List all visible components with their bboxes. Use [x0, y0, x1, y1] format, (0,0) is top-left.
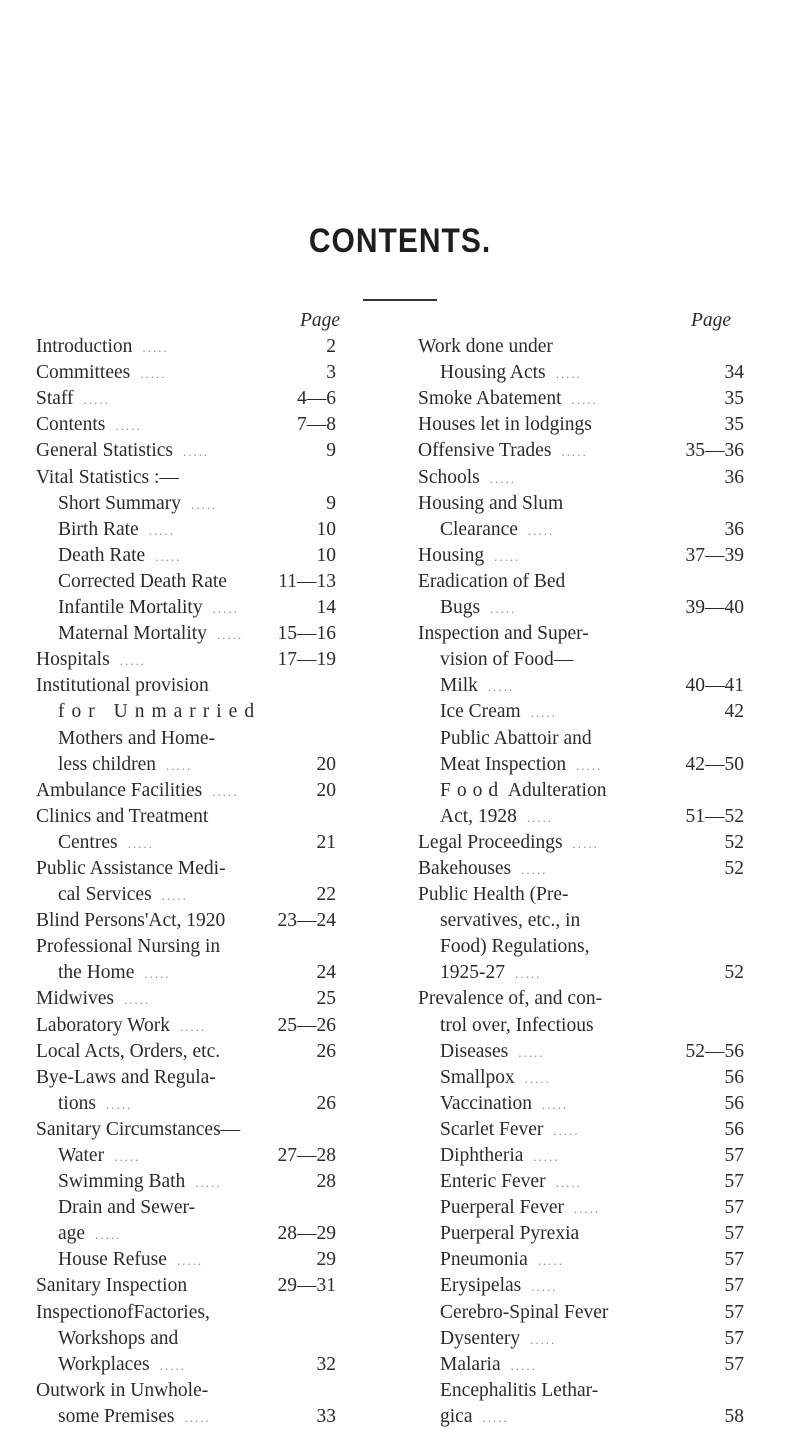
contents-entry [36, 1326, 394, 1352]
contents-entry [36, 856, 394, 882]
contents-entry [418, 856, 744, 882]
dot-leader: ..... [542, 1096, 569, 1112]
entry-label: Pneumonia ..... [440, 1249, 564, 1271]
entry-page-number: 35 [724, 388, 744, 410]
dot-leader: ..... [144, 966, 171, 982]
entry-page-number: 29—31 [277, 1275, 336, 1297]
entry-page-number: 25—26 [277, 1014, 336, 1036]
contents-column-left [36, 308, 394, 1430]
contents-entry [418, 491, 744, 517]
entry-page-number: 10 [316, 518, 336, 540]
dot-leader: ..... [159, 1357, 186, 1373]
entry-label: Inspection and Super- [418, 623, 589, 645]
dot-leader: ..... [526, 809, 554, 825]
page-column-heading-row [36, 308, 394, 334]
entry-label: House Refuse ..... [58, 1249, 204, 1271]
dot-leader: ..... [166, 757, 193, 773]
contents-entry [418, 1013, 744, 1039]
entry-label: Diseases ..... [440, 1040, 545, 1062]
entry-label: Erysipelas ..... [440, 1275, 558, 1297]
contents-entry [36, 1378, 394, 1404]
entry-label: Sanitary Inspection [36, 1275, 188, 1297]
dot-leader: ..... [571, 392, 598, 408]
contents-entry [36, 960, 394, 986]
dot-leader: ..... [190, 496, 218, 512]
entry-label: Staff ..... [36, 388, 110, 410]
entry-page-number: 9 [326, 440, 336, 462]
entry-label: Midwives ..... [36, 988, 151, 1010]
contents-entry [418, 1117, 744, 1143]
entry-label: Dysentery ..... [440, 1327, 557, 1349]
contents-entry [418, 412, 744, 438]
page-column-heading-row [418, 308, 744, 334]
contents-entry [418, 1143, 744, 1169]
entry-label: Scarlet Fever ..... [440, 1118, 580, 1140]
contents-entry [36, 1091, 394, 1117]
dot-leader: ..... [119, 653, 146, 669]
entry-page-number: 23—24 [277, 910, 336, 932]
dot-leader: ..... [530, 705, 557, 721]
contents-entry [418, 1326, 744, 1352]
contents-entry [418, 1378, 744, 1404]
dot-leader: ..... [105, 1096, 133, 1112]
entry-label: less children ..... [58, 753, 193, 775]
contents-entry [36, 986, 394, 1012]
contents-entry [418, 882, 744, 908]
entry-page-number: 22 [316, 884, 336, 906]
contents-entry [36, 412, 394, 438]
entry-label: Houses let in lodgings [418, 414, 592, 436]
dot-leader: ..... [576, 757, 603, 773]
dot-leader: ..... [161, 888, 188, 904]
dot-leader: ..... [553, 1122, 580, 1138]
entry-label: servatives, etc., in [440, 910, 581, 932]
entry-page-number: 17—19 [277, 649, 336, 671]
dot-leader: ..... [555, 1175, 582, 1191]
entry-label: for Unmarried [58, 701, 262, 723]
contents-entry [418, 438, 744, 464]
contents-entry [418, 1221, 744, 1247]
entry-label: Act, 1928 ..... [440, 805, 554, 827]
entry-label: Sanitary Circumstances— [36, 1118, 241, 1140]
contents-entry [36, 882, 394, 908]
entry-page-number: 26 [316, 1092, 336, 1114]
contents-entry [418, 1039, 744, 1065]
page-column-heading: Page [691, 310, 732, 331]
entry-label: Housing Acts ..... [440, 362, 582, 384]
entry-page-number: 32 [316, 1353, 336, 1375]
entry-page-number: 20 [316, 753, 336, 775]
entry-label: Bye-Laws and Regula- [36, 1066, 216, 1088]
contents-entry [418, 647, 744, 673]
entry-page-number: 57 [724, 1223, 744, 1245]
entry-page-number: 37—39 [685, 544, 744, 566]
dot-leader: ..... [95, 1227, 122, 1243]
contents-entry [36, 491, 394, 517]
contents-entry [36, 673, 394, 699]
entry-label: Ambulance Facilities ..... [36, 779, 239, 801]
entry-label: Public Health (Pre- [418, 884, 569, 906]
contents-column-right [418, 308, 744, 1430]
contents-entry [418, 386, 744, 412]
contents-entry [36, 334, 394, 360]
contents-entry [36, 1247, 394, 1273]
contents-entry [418, 543, 744, 569]
page-title: CONTENTS. [308, 222, 492, 260]
entry-page-number: 52 [724, 962, 744, 984]
entry-page-number: 56 [724, 1066, 744, 1088]
contents-entry [36, 360, 394, 386]
entry-label: Legal Proceedings ..... [418, 831, 599, 853]
entry-page-number: 42 [724, 701, 744, 723]
entry-label: Birth Rate ..... [58, 518, 175, 540]
contents-entry [418, 1091, 744, 1117]
contents-entry [418, 465, 744, 491]
contents-entry [418, 1065, 744, 1091]
entry-page-number: 11—13 [278, 570, 336, 592]
entry-label: some Premises ..... [58, 1405, 211, 1427]
contents-entry [36, 465, 394, 491]
contents-entry [36, 1013, 394, 1039]
entry-label: Puerperal Fever ..... [440, 1197, 601, 1219]
entry-page-number: 36 [724, 466, 744, 488]
entry-page-number: 57 [724, 1301, 744, 1323]
contents-entry [418, 778, 744, 804]
dot-leader: ..... [490, 601, 517, 617]
contents-entry [36, 804, 394, 830]
contents-entry [36, 778, 394, 804]
entry-label: Hospitals ..... [36, 649, 146, 671]
entry-page-number: 35—36 [685, 440, 744, 462]
entry-label: cal Services ..... [58, 884, 188, 906]
entry-page-number: 14 [316, 597, 336, 619]
entry-label: Infantile Mortality ..... [58, 597, 239, 619]
entry-label: Eradication of Bed [418, 570, 566, 592]
entry-page-number: 52 [724, 831, 744, 853]
entry-page-number: 57 [724, 1197, 744, 1219]
dot-leader: ..... [176, 1253, 204, 1269]
entry-label: Professional Nursing in [36, 936, 221, 958]
contents-entry [36, 1221, 394, 1247]
entry-page-number: 26 [316, 1040, 336, 1062]
contents-entry [418, 1169, 744, 1195]
entry-label: Outwork in Unwhole- [36, 1379, 209, 1401]
contents-entry [36, 1143, 394, 1169]
contents-entry [36, 595, 394, 621]
contents-entry [36, 1065, 394, 1091]
dot-leader: ..... [524, 1070, 552, 1086]
contents-entry [36, 1169, 394, 1195]
contents-entry [36, 647, 394, 673]
entry-page-number: 28 [316, 1171, 336, 1193]
dot-leader: ..... [572, 835, 599, 851]
entry-label: Offensive Trades ..... [418, 440, 588, 462]
entry-page-number: 57 [724, 1327, 744, 1349]
entry-page-number: 29 [316, 1249, 336, 1271]
entry-label: Smallpox ..... [440, 1066, 552, 1088]
dot-leader: ..... [574, 1201, 601, 1217]
page-column-heading: Page [300, 310, 341, 331]
entry-label: the Home ..... [58, 962, 171, 984]
entry-label: Housing and Slum [418, 492, 564, 514]
entry-page-number: 20 [316, 779, 336, 801]
contents-entry [418, 934, 744, 960]
entry-label: Local Acts, Orders, etc. [36, 1040, 221, 1062]
entry-page-number: 52 [724, 857, 744, 879]
dot-leader: ..... [489, 470, 517, 486]
entry-label: Public Abattoir and [440, 727, 592, 749]
entry-label: Institutional provision [36, 675, 209, 697]
entry-page-number: 10 [316, 544, 336, 566]
dot-leader: ..... [510, 1357, 537, 1373]
entry-page-number: 51—52 [685, 805, 744, 827]
entry-label: Food) Regulations, [440, 936, 590, 958]
contents-entry [36, 726, 394, 752]
contents-entry [418, 699, 744, 725]
dot-leader: ..... [521, 861, 548, 877]
contents-entry [36, 1117, 394, 1143]
entry-page-number: 3 [326, 362, 336, 384]
dot-leader: ..... [195, 1175, 222, 1191]
dot-leader: ..... [155, 548, 182, 564]
entry-label: Schools ..... [418, 466, 517, 488]
entry-page-number: 35 [724, 414, 744, 436]
dot-leader: ..... [515, 966, 542, 982]
entry-page-number: 27—28 [277, 1145, 336, 1166]
contents-entry [36, 1300, 394, 1326]
entry-label: Meat Inspection ..... [440, 753, 603, 775]
entry-label: Bugs ..... [440, 597, 517, 619]
contents-entry [36, 621, 394, 647]
entry-label: Public Assistance Medi- [36, 857, 226, 879]
entry-page-number: 2 [326, 336, 336, 358]
entry-page-number: 15—16 [277, 623, 336, 645]
dot-leader: ..... [127, 835, 154, 851]
entry-label: Death Rate ..... [58, 544, 182, 566]
entry-label: General Statistics ..... [36, 440, 210, 462]
contents-entry [418, 1195, 744, 1221]
entry-page-number: 9 [326, 492, 336, 514]
contents-entry [418, 908, 744, 934]
contents-entry [418, 726, 744, 752]
entry-page-number: 33 [316, 1405, 336, 1427]
dot-leader: ..... [555, 366, 582, 382]
entry-label: trol over, Infectious [440, 1014, 594, 1036]
entry-page-number: 52—56 [685, 1040, 744, 1062]
contents-entry [418, 517, 744, 543]
entry-page-number: 39—40 [685, 597, 744, 619]
contents-entry [418, 360, 744, 386]
contents-entry [418, 1247, 744, 1273]
entry-page-number: 34 [724, 362, 744, 384]
contents-entry [418, 334, 744, 360]
entry-page-number: 25 [316, 988, 336, 1010]
entry-label: Housing ..... [418, 544, 521, 566]
contents-entry [36, 752, 394, 778]
entry-page-number: 42—50 [685, 753, 744, 775]
entry-label: Maternal Mortality ..... [58, 623, 244, 645]
contents-entry [418, 830, 744, 856]
entry-page-number: 28—29 [277, 1223, 336, 1245]
contents-entry [418, 569, 744, 595]
dot-leader: ..... [494, 548, 521, 564]
contents-entry [36, 1195, 394, 1221]
contents-entry [418, 1300, 744, 1326]
entry-label: Contents ..... [36, 414, 142, 436]
contents-entry [36, 934, 394, 960]
entry-label: vision of Food— [440, 649, 574, 671]
dot-leader: ..... [518, 1044, 545, 1060]
dot-leader: ..... [527, 522, 555, 538]
entry-label: Vital Statistics :— [36, 466, 179, 488]
dot-leader: ..... [533, 1149, 560, 1164]
dot-leader: ..... [183, 444, 210, 460]
contents-entry [36, 908, 394, 934]
contents-entry [36, 569, 394, 595]
entry-label: Diphtheria ..... [440, 1145, 560, 1166]
entry-label: tions ..... [58, 1092, 133, 1114]
entry-page-number: 21 [316, 831, 336, 853]
entry-label: gica ..... [440, 1405, 509, 1427]
entry-label: Workplaces ..... [58, 1353, 186, 1375]
dot-leader: ..... [184, 1409, 211, 1425]
contents-entry [36, 386, 394, 412]
entry-label: Drain and Sewer- [58, 1197, 196, 1219]
dot-leader: ..... [212, 601, 239, 617]
entry-label: Ice Cream ..... [440, 701, 557, 723]
dot-leader: ..... [531, 1279, 558, 1295]
entry-label: Workshops and [58, 1327, 179, 1349]
entry-page-number: 58 [724, 1405, 744, 1427]
entry-label: Prevalence of, and con- [418, 988, 603, 1010]
dot-leader: ..... [124, 992, 151, 1008]
contents-entry [418, 595, 744, 621]
entry-label: Short Summary ..... [58, 492, 218, 514]
entry-label: Bakehouses ..... [418, 857, 548, 879]
entry-label: Cerebro-Spinal Fever [440, 1301, 609, 1323]
entry-page-number: 7—8 [297, 414, 336, 436]
entry-page-number: 57 [724, 1145, 744, 1166]
contents-entry [36, 830, 394, 856]
entry-label: Laboratory Work ..... [36, 1014, 207, 1036]
entry-label: 1925-27 ..... [440, 962, 542, 984]
contents-entry [418, 1273, 744, 1299]
contents-entry [418, 804, 744, 830]
entry-label: Enteric Fever ..... [440, 1171, 582, 1193]
dot-leader: ..... [148, 522, 175, 538]
contents-entry [36, 543, 394, 569]
entry-label: Swimming Bath ..... [58, 1171, 222, 1193]
entry-page-number: 57 [724, 1171, 744, 1193]
entry-page-number: 56 [724, 1092, 744, 1114]
entry-page-number: 36 [724, 518, 744, 540]
entry-label: Introduction ..... [36, 336, 169, 358]
contents-entry [36, 1352, 394, 1378]
dot-leader: ..... [180, 1018, 207, 1034]
entry-page-number: 56 [724, 1118, 744, 1140]
dot-leader: ..... [530, 1331, 557, 1347]
entry-label: Mothers and Home- [58, 727, 216, 749]
entry-label: Puerperal Pyrexia [440, 1223, 580, 1245]
entry-label: Clearance ..... [440, 518, 555, 540]
dot-leader: ..... [142, 340, 169, 356]
entry-label: Vaccination ..... [440, 1092, 569, 1114]
dot-leader: ..... [537, 1253, 564, 1269]
entry-label: Encephalitis Lethar- [440, 1379, 599, 1401]
dot-leader: ..... [140, 366, 167, 382]
contents-entry [418, 960, 744, 986]
contents-entry [418, 986, 744, 1012]
contents-entry [36, 1039, 394, 1065]
contents-entry [418, 621, 744, 647]
entry-label: Work done under [418, 336, 553, 358]
entry-label: age ..... [58, 1223, 122, 1245]
dot-leader: ..... [115, 418, 142, 434]
entry-label: Smoke Abatement ..... [418, 388, 598, 410]
dot-leader: ..... [83, 392, 110, 408]
entry-page-number: 40—41 [685, 675, 744, 697]
entry-label: Centres ..... [58, 831, 154, 853]
entry-page-number: 57 [724, 1275, 744, 1297]
contents-entry [418, 673, 744, 699]
contents-entry [36, 699, 394, 725]
dot-leader: ..... [216, 627, 244, 643]
entry-page-number: 57 [724, 1249, 744, 1271]
contents-entry [418, 752, 744, 778]
contents-entry [36, 1273, 394, 1299]
dot-leader: ..... [561, 444, 588, 460]
contents-entry [36, 517, 394, 543]
entry-label: Malaria ..... [440, 1353, 537, 1375]
entry-label: Milk ..... [440, 675, 515, 697]
dot-leader: ..... [114, 1149, 141, 1164]
contents-entry [418, 1352, 744, 1378]
entry-label: Clinics and Treatment [36, 805, 209, 827]
entry-page-number: 4—6 [297, 388, 336, 410]
entry-label: Corrected Death Rate [58, 570, 227, 592]
entry-page-number: 24 [316, 962, 336, 984]
entry-label: Blind Persons'Act, 1920 [36, 910, 226, 932]
contents-entry [36, 438, 394, 464]
entry-label: InspectionofFactories, [36, 1301, 210, 1323]
contents-entry [36, 1404, 394, 1430]
dot-leader: ..... [212, 783, 239, 799]
dot-leader: ..... [482, 1409, 509, 1425]
entry-label: Water ..... [58, 1145, 141, 1166]
contents-entry [418, 1404, 744, 1430]
title-divider [363, 299, 437, 301]
entry-page-number: 57 [724, 1353, 744, 1375]
dot-leader: ..... [487, 679, 515, 695]
entry-label: Committees ..... [36, 362, 167, 384]
entry-label: Food Adulteration [440, 779, 607, 801]
